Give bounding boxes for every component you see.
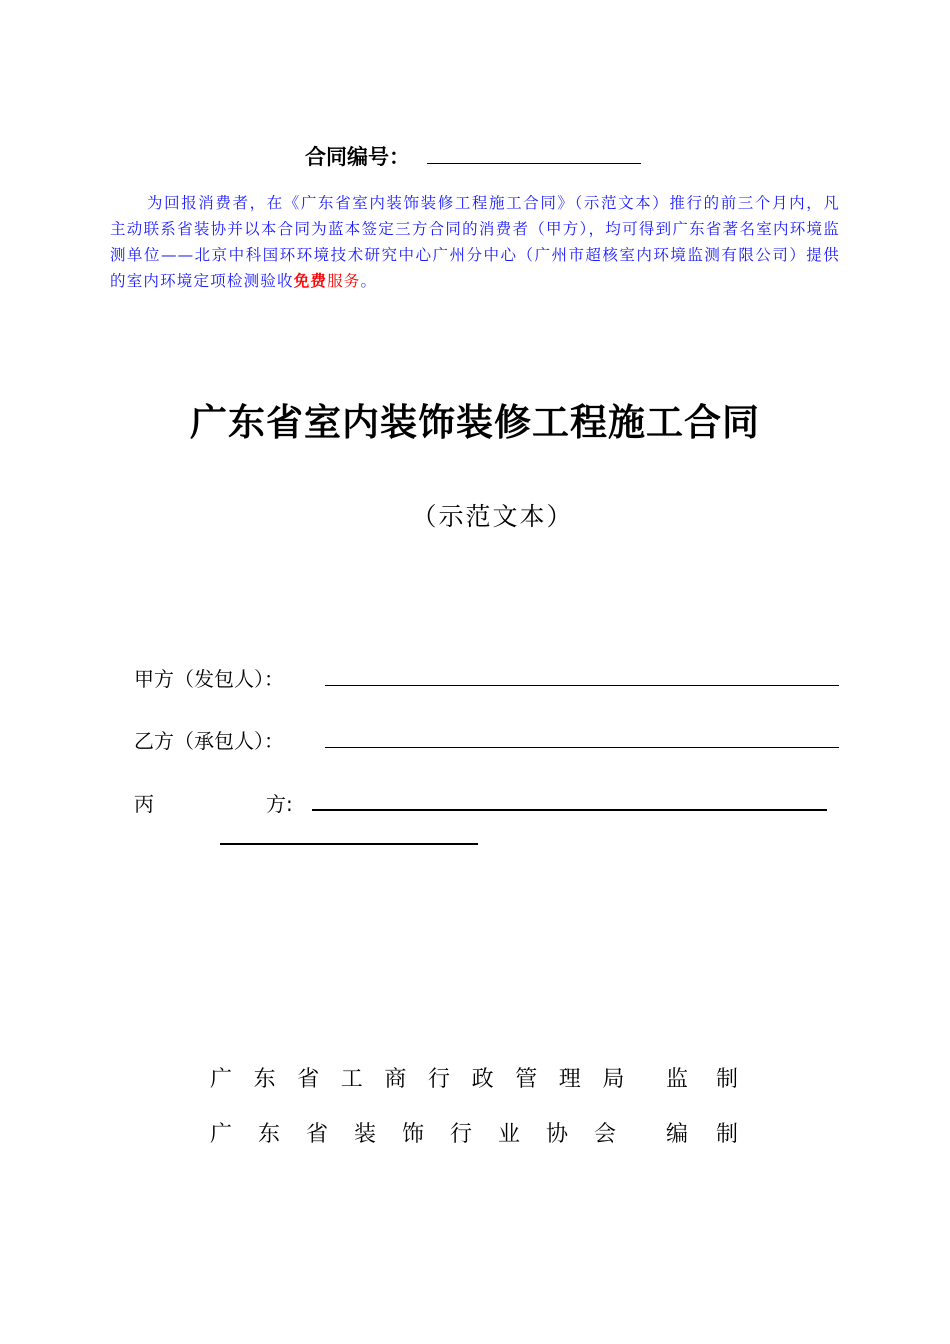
- party-c-label-second: 方:: [266, 792, 293, 816]
- document-title: 广东省室内装饰装修工程施工合同: [190, 401, 760, 444]
- supervisor-org: 广东省工商行政管理局: [210, 1067, 647, 1092]
- supervisor-action: 监制: [666, 1067, 767, 1092]
- notice-end-punct: 。: [360, 272, 378, 290]
- editor-action: 编制: [666, 1122, 767, 1147]
- promotion-notice: [110, 190, 840, 294]
- party-c-blank: [312, 809, 827, 811]
- signature-row-supervisor: [210, 1062, 766, 1093]
- party-a-blank: [325, 685, 839, 686]
- contract-number-blank: [427, 163, 641, 164]
- notice-service-text: 服务: [327, 272, 361, 290]
- notice-free-text: 免费: [293, 271, 328, 290]
- party-b-label: 乙方（承包人）：: [134, 729, 284, 753]
- signature-row-editor: [210, 1117, 766, 1148]
- party-c-blank-continued: [220, 843, 478, 845]
- party-c-label-first: 丙: [134, 792, 154, 816]
- editor-org: 广东省装饰行业协会: [210, 1122, 643, 1147]
- party-a-label: 甲方（发包人）：: [134, 667, 284, 691]
- notice-text: 为回报消费者，在《广东省室内装饰装修工程施工合同》（示范文本）推行的前三个月内，凡主动联系省装协并以本合同为蓝本签定三方合同的消费者（甲方），均可得到广东省著名室内环境监测单位——北京中科国环环境技术研究中心广州分中心（广州市超核室内环境监测有限公司）提供的室内环境定项检测验收: [110, 194, 840, 290]
- document-subtitle: （示范文本）: [411, 502, 574, 531]
- contract-number-label: 合同编号：: [305, 145, 410, 169]
- party-b-blank: [325, 747, 839, 748]
